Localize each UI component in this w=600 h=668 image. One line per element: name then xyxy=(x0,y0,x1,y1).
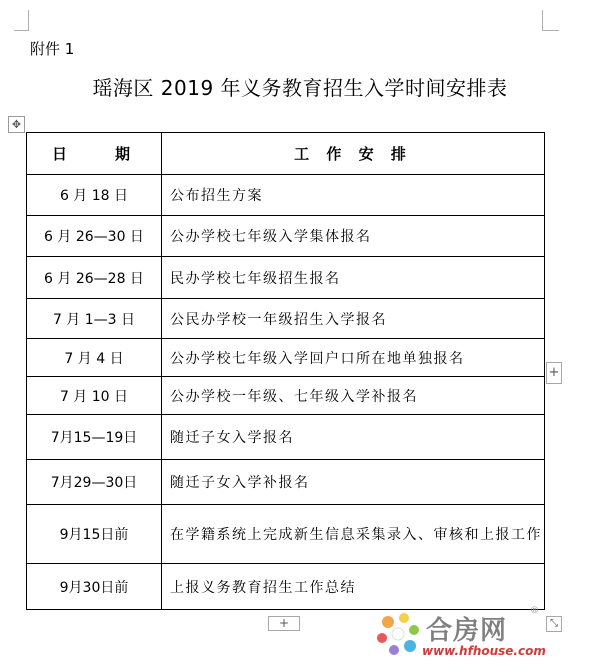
row-date: 6 月 26—30 日 xyxy=(27,216,162,257)
row-date: 7月29—30日 xyxy=(27,460,162,505)
watermark-brand: 合房网 xyxy=(426,616,508,646)
pinwheel-logo-icon xyxy=(374,610,424,660)
table-row xyxy=(27,257,545,299)
table-row xyxy=(27,299,545,339)
row-date: 7 月 4 日 xyxy=(27,339,162,377)
table-row xyxy=(27,505,545,564)
crop-mark-top-right xyxy=(542,10,559,31)
row-task: 公办学校七年级入学集体报名 xyxy=(162,216,545,257)
row-task: 公办学校七年级入学回户口所在地单独报名 xyxy=(162,339,545,377)
add-row-icon[interactable]: + xyxy=(268,616,300,631)
table-header-row xyxy=(27,133,545,175)
row-task: 随迁子女入学补报名 xyxy=(162,460,545,505)
table-row xyxy=(27,460,545,505)
row-date: 7 月 1—3 日 xyxy=(27,299,162,339)
watermark-url: www.hfhouse.com xyxy=(422,644,546,658)
watermark-logo xyxy=(370,608,550,664)
row-task: 公民办学校一年级招生入学报名 xyxy=(162,299,545,339)
row-date: 9月30日前 xyxy=(27,564,162,610)
row-task: 上报义务教育招生工作总结 xyxy=(162,564,545,610)
row-date: 7月15—19日 xyxy=(27,415,162,460)
table-move-handle-icon[interactable]: ✥ xyxy=(8,116,25,133)
row-date: 9月15日前 xyxy=(27,505,162,564)
schedule-table xyxy=(26,132,545,610)
table-row xyxy=(27,216,545,257)
row-task: 公办学校一年级、七年级入学补报名 xyxy=(162,377,545,415)
attachment-label: 附件 1 xyxy=(30,40,75,58)
watermark-registered: ® xyxy=(530,606,539,616)
add-column-icon[interactable]: + xyxy=(546,362,562,384)
row-date: 6 月 26—28 日 xyxy=(27,257,162,299)
row-task: 公布招生方案 xyxy=(162,175,545,216)
row-task: 随迁子女入学报名 xyxy=(162,415,545,460)
column-header-date: 日 期 xyxy=(27,133,162,175)
table-row xyxy=(27,175,545,216)
table-row xyxy=(27,339,545,377)
table-row xyxy=(27,564,545,610)
table-row xyxy=(27,377,545,415)
column-header-task: 工 作 安 排 xyxy=(162,133,545,175)
row-date: 7 月 10 日 xyxy=(27,377,162,415)
table-resize-icon[interactable]: ⤡ xyxy=(546,616,562,632)
row-date: 6 月 18 日 xyxy=(27,175,162,216)
crop-mark-top-left xyxy=(14,10,29,31)
row-task: 在学籍系统上完成新生信息采集录入、审核和上报工作 xyxy=(162,505,545,564)
table-row xyxy=(27,415,545,460)
page-title: 瑶海区 2019 年义务教育招生入学时间安排表 xyxy=(92,76,508,100)
row-task: 民办学校七年级招生报名 xyxy=(162,257,545,299)
